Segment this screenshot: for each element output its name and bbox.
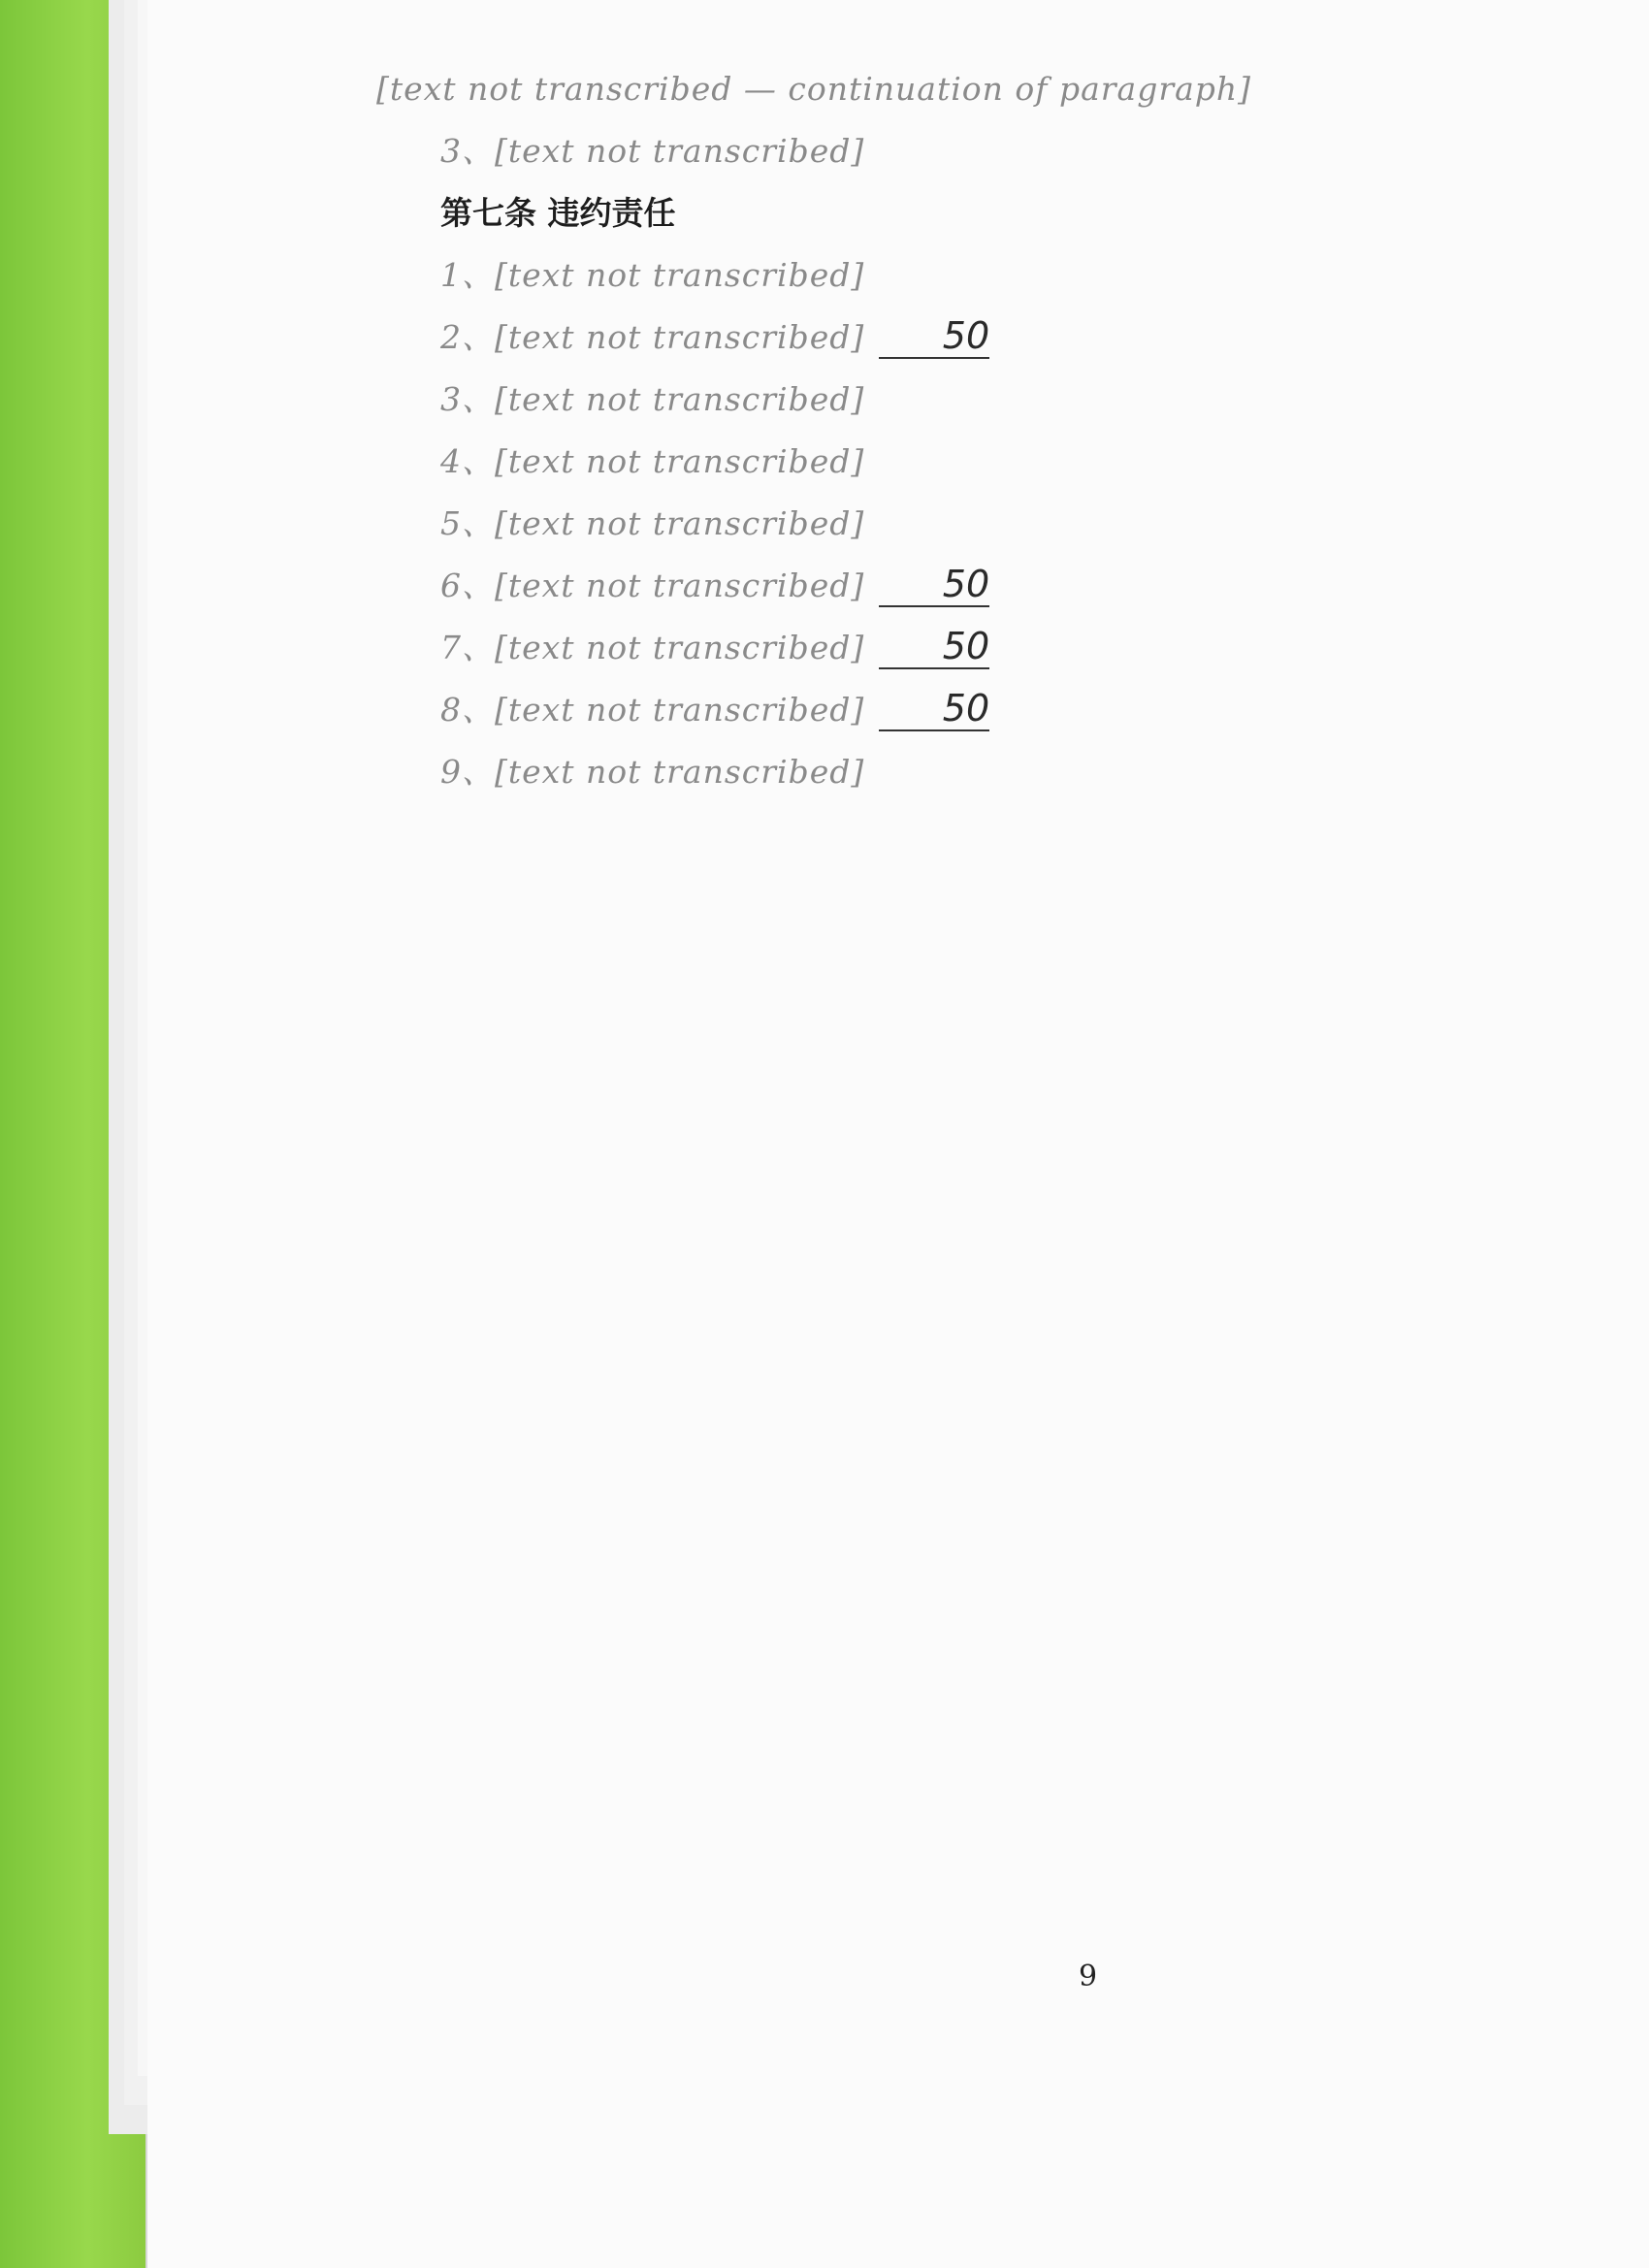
paragraph: 6、[text not transcribed] 50 <box>440 563 990 605</box>
handwritten-amount: 50 <box>879 314 989 359</box>
paragraph: 4、[text not transcribed] <box>440 442 865 480</box>
paragraph: 3、[text not transcribed] <box>440 132 865 170</box>
handwritten-amount: 50 <box>879 625 989 669</box>
paragraph: 8、[text not transcribed] 50 <box>440 687 990 729</box>
document-body <box>376 58 1550 803</box>
paragraph: 3、[text not transcribed] <box>440 380 865 418</box>
page-number: 9 <box>1079 1960 1098 1993</box>
document-page <box>147 0 1649 2268</box>
paragraph: [text not transcribed — continuation of paragraph] <box>376 70 1252 108</box>
paragraph: 5、[text not transcribed] <box>440 504 865 542</box>
paragraph: 9、[text not transcribed] <box>440 753 865 791</box>
paragraph: 1、[text not transcribed] <box>440 256 865 294</box>
handwritten-amount: 50 <box>879 563 989 607</box>
paragraph: 2、[text not transcribed] 50 <box>440 314 990 357</box>
paragraph: 7、[text not transcribed] 50 <box>440 625 990 667</box>
section-heading: 第七条 违约责任 <box>440 194 676 232</box>
handwritten-amount: 50 <box>879 687 989 731</box>
